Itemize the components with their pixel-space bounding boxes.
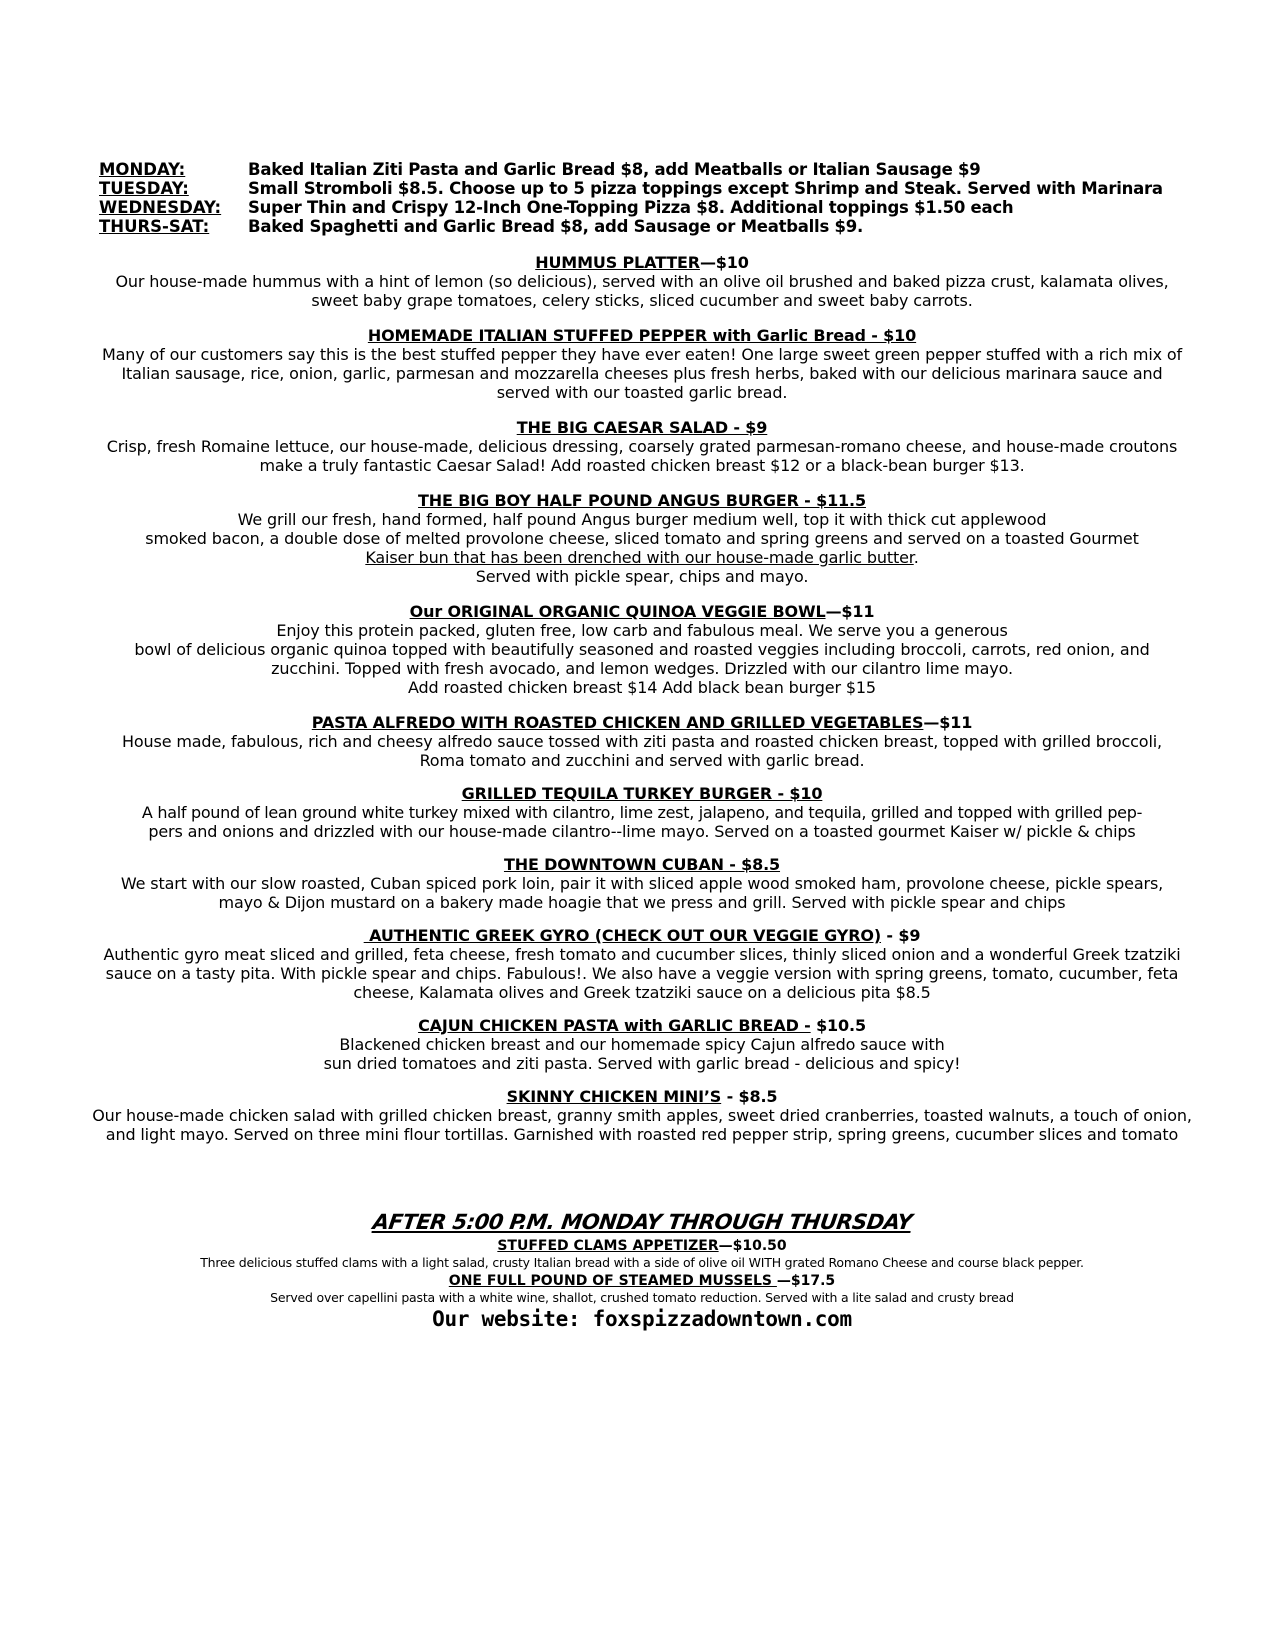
special-tuesday: [99, 179, 1199, 198]
item-description-line: Blackened chicken breast and our homemade spicy Cajun alfredo sauce with: [339, 1035, 945, 1054]
item-description-line: pers and onions and drizzled with our house-made cilantro--lime mayo. Served on a toasted gourmet Kaiser w/ pickle & chips: [148, 822, 1136, 841]
item-price: —$11: [923, 713, 973, 732]
after-five-heading: AFTER 5:00 P.M. MONDAY THROUGH THURSDAY: [370, 1210, 914, 1234]
item-description-line: Served with pickle spear, chips and mayo.: [475, 567, 809, 586]
menu-item-skinny-chicken: [92, 1087, 1192, 1144]
menu-item-quinoa-bowl: [92, 602, 1192, 697]
item-name: PASTA ALFREDO WITH ROASTED CHICKEN AND GRILLED VEGETABLES: [311, 713, 924, 732]
item-description: Authentic gyro meat sliced and grilled, feta cheese, fresh tomato and cucumber slices, thinly sliced onion and a wonderful Greek tzatziki sauce on a tasty pita. With pickle spear and chips. Fabulous!. We also have a veggie version with spring greens, tomato, cucumber, feta cheese, Kalamata olives and Greek tzatziki sauce on a delicious pita $8.5: [103, 945, 1181, 1002]
item-name: SKINNY CHICKEN MINI’S: [506, 1087, 722, 1106]
item-name: HUMMUS PLATTER: [535, 253, 700, 272]
mussels-title: [92, 1273, 1192, 1290]
item-title: [92, 1016, 1192, 1035]
item-price: - $9: [881, 926, 921, 945]
menu-item-turkey-burger: [92, 784, 1192, 841]
special-day: TUESDAY:: [99, 179, 189, 198]
item-name: ONE FULL POUND OF STEAMED MUSSELS: [448, 1273, 777, 1289]
after-five-section: [92, 1208, 1192, 1331]
item-description-line: bowl of delicious organic quinoa topped with beautifully seasoned and roasted veggies including broccoli, carrots, red onion, and zucchini. Topped with fresh avocado, and lemon wedges. Drizzled with our cilantro lime mayo.: [134, 640, 1150, 678]
item-title: [92, 418, 1192, 437]
item-name: AUTHENTIC GREEK GYRO (CHECK OUT OUR VEGGIE GYRO): [363, 926, 882, 945]
menu-item-caesar-salad: [92, 418, 1192, 475]
menu-item-stuffed-pepper: [92, 326, 1192, 402]
item-name: GRILLED TEQUILA TURKEY BURGER - $10: [461, 784, 823, 803]
item-price: —$10: [699, 253, 749, 272]
item-price: —$17.5: [776, 1273, 836, 1289]
clams-title: [92, 1238, 1192, 1255]
underlined-text: Kaiser bun that has been drenched with our house-made garlic butter: [365, 548, 914, 567]
item-name: CAJUN CHICKEN PASTA with GARLIC BREAD -: [418, 1016, 811, 1035]
item-price: - $8.5: [721, 1087, 778, 1106]
special-text: Baked Spaghetti and Garlic Bread $8, add Sausage or Meatballs $9.: [248, 217, 864, 236]
item-name: HOMEMADE ITALIAN STUFFED PEPPER with Garlic Bread - $10: [367, 326, 917, 345]
item-title: [92, 713, 1192, 732]
item-title: [92, 1087, 1192, 1106]
item-description-line: Enjoy this protein packed, gluten free, low carb and fabulous meal. We serve you a generous: [276, 621, 1008, 640]
menu-item-greek-gyro: [92, 926, 1192, 1002]
special-thurs-sat: [99, 217, 1199, 236]
item-description-line: We grill our fresh, hand formed, half pound Angus burger medium well, top it with thick cut applewood: [237, 510, 1047, 529]
item-name: THE BIG BOY HALF POUND ANGUS BURGER - $11.5: [418, 491, 866, 510]
item-description-line: sun dried tomatoes and ziti pasta. Served with garlic bread - delicious and spicy!: [323, 1054, 961, 1073]
item-description: House made, fabulous, rich and cheesy alfredo sauce tossed with ziti pasta and roasted chicken breast, topped with grilled broccoli, Roma tomato and zucchini and served with garlic bread.: [122, 732, 1162, 770]
item-title: [92, 491, 1192, 510]
special-text: Baked Italian Ziti Pasta and Garlic Bread $8, add Meatballs or Italian Sausage $9: [248, 160, 981, 179]
item-description-line: A half pound of lean ground white turkey mixed with cilantro, lime zest, jalapeno, and tequila, grilled and topped with grilled pep-: [141, 803, 1143, 822]
item-description-line: Add roasted chicken breast $14 Add black bean burger $15: [408, 678, 876, 697]
special-text: Super Thin and Crispy 12-Inch One-Topping Pizza $8. Additional toppings $1.50 each: [248, 198, 1014, 217]
item-name: THE BIG CAESAR SALAD - $9: [516, 418, 768, 437]
item-price: —$11: [825, 602, 875, 621]
special-wednesday: [99, 198, 1199, 217]
menu-items: [92, 253, 1192, 1144]
item-name: STUFFED CLAMS APPETIZER: [497, 1238, 719, 1254]
menu-item-angus-burger: [92, 491, 1192, 586]
special-day: WEDNESDAY:: [99, 198, 222, 217]
item-title: [92, 326, 1192, 345]
item-description: Crisp, fresh Romaine lettuce, our house-made, delicious dressing, coarsely grated parmesan-romano cheese, and house-made croutons make a truly fantastic Caesar Salad! Add roasted chicken breast $12 or a black-bean burger $13.: [106, 437, 1178, 475]
special-text: Small Stromboli $8.5. Choose up to 5 pizza toppings except Shrimp and Steak. Served with Marinara: [248, 179, 1163, 198]
item-price: —$10.50: [718, 1238, 787, 1254]
special-monday: [99, 160, 1199, 179]
item-description-line: smoked bacon, a double dose of melted provolone cheese, sliced tomato and spring greens and served on a toasted Gourmet: [145, 529, 1139, 548]
website-link[interactable]: Our website: foxspizzadowntown.com: [432, 1307, 852, 1331]
item-title: [92, 253, 1192, 272]
item-description: We start with our slow roasted, Cuban spiced pork loin, pair it with sliced apple wood smoked ham, provolone cheese, pickle spears, mayo & Dijon mustard on a bakery made hoagie that we press and grill. Served with pickle spear and chips: [120, 874, 1164, 912]
mussels-description: Served over capellini pasta with a white wine, shallot, crushed tomato reduction. Served with a lite salad and crusty bread: [270, 1290, 1014, 1305]
item-description: Our house-made hummus with a hint of lemon (so delicious), served with an olive oil brushed and baked pizza crust, kalamata olives, sweet baby grape tomatoes, celery sticks, sliced cucumber and sweet baby carrots.: [115, 272, 1169, 310]
item-title: [92, 855, 1192, 874]
item-name: THE DOWNTOWN CUBAN - $8.5: [503, 855, 781, 874]
text: .: [913, 548, 919, 567]
menu-item-cajun-pasta: [92, 1016, 1192, 1073]
clams-description: Three delicious stuffed clams with a light salad, crusty Italian bread with a side of olive oil WITH grated Romano Cheese and course black pepper.: [200, 1255, 1084, 1270]
menu-item-downtown-cuban: [92, 855, 1192, 912]
item-title: [92, 926, 1192, 945]
item-description: Our house-made chicken salad with grilled chicken breast, granny smith apples, sweet dried cranberries, toasted walnuts, a touch of onion, and light mayo. Served on three mini flour tortillas. Garnished with roasted red pepper strip, spring greens, cucumber slices and tomato: [92, 1106, 1192, 1144]
item-name: Our ORIGINAL ORGANIC QUINOA VEGGIE BOWL: [409, 602, 826, 621]
item-description-line: [92, 548, 1192, 567]
menu-item-hummus: [92, 253, 1192, 310]
item-title: [92, 602, 1192, 621]
special-day: MONDAY:: [99, 160, 186, 179]
special-day: THURS-SAT:: [99, 217, 210, 236]
item-title: [92, 784, 1192, 803]
item-price: $10.5: [810, 1016, 866, 1035]
daily-specials: [99, 160, 1199, 236]
menu-item-pasta-alfredo: [92, 713, 1192, 770]
item-description: Many of our customers say this is the best stuffed pepper they have ever eaten! One large sweet green pepper stuffed with a rich mix of Italian sausage, rice, onion, garlic, parmesan and mozzarella cheeses plus fresh herbs, baked with our delicious marinara sauce and served with our toasted garlic bread.: [101, 345, 1183, 402]
